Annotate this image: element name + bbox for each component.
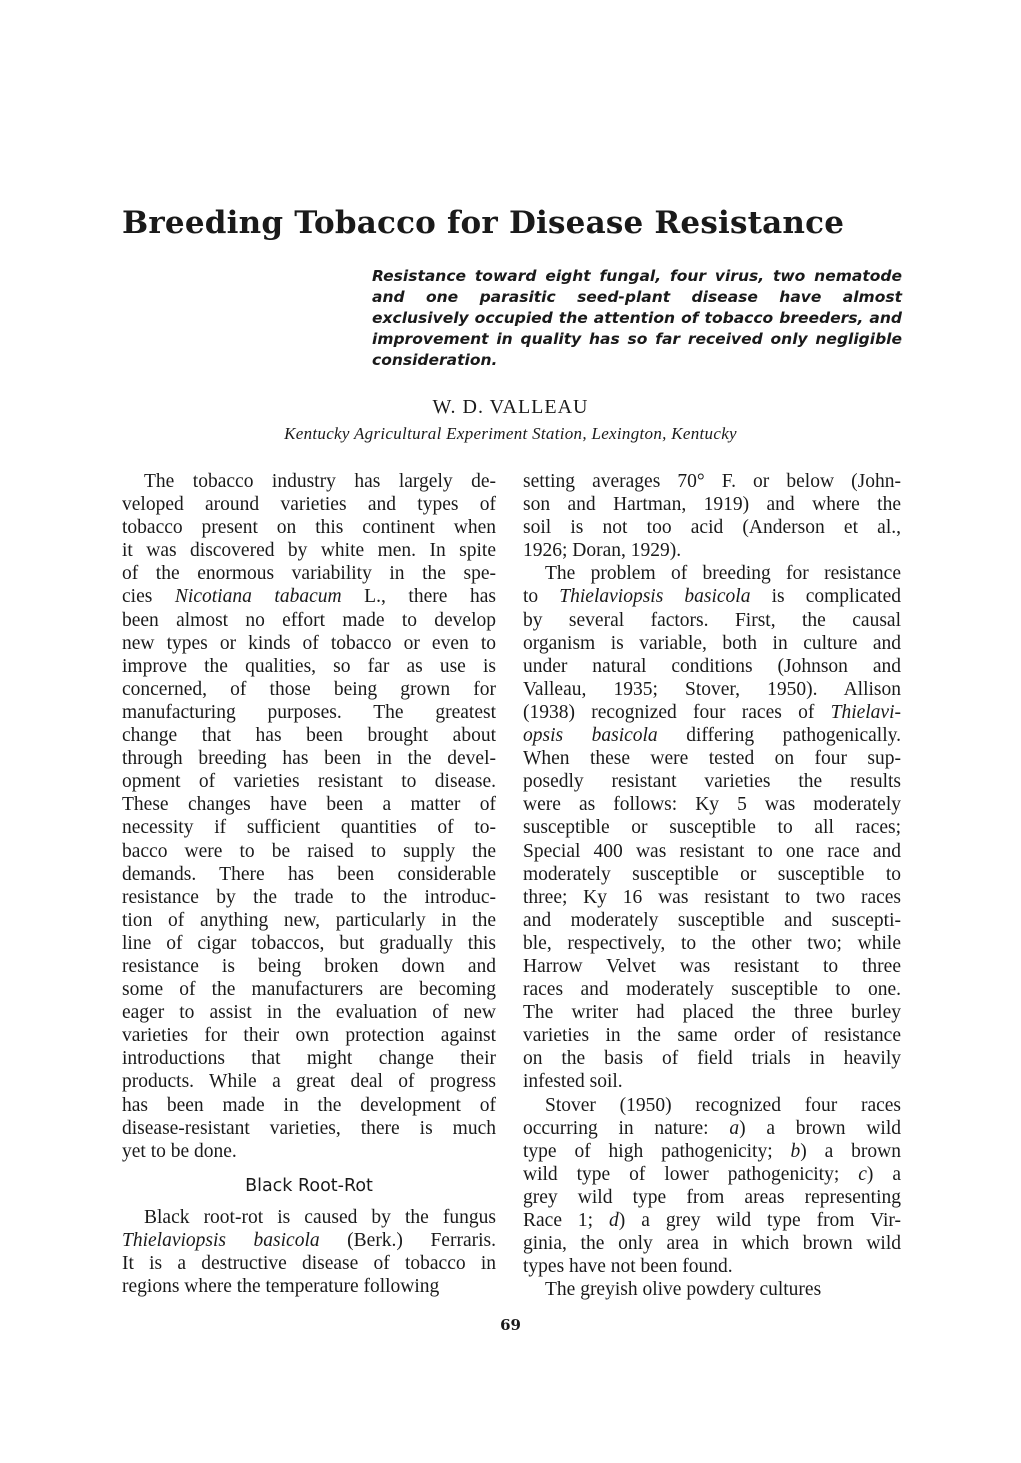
text-line: through breeding has been in the devel- [122,748,496,770]
black-root-rot-paragraph [122,1206,496,1298]
text-line: son and Hartman, 1919) and where the [523,494,901,516]
text-line: races and moderately susceptible to one. [523,979,901,1001]
text-line: soil is not too acid (Anderson et al., [523,517,901,539]
text-line: line of cigar tobaccos, but gradually this [122,932,496,954]
text-line: varieties in the same order of resistance [523,1025,901,1047]
text-line: bacco were to be raised to supply the [122,840,496,862]
section-heading-black-root-rot: Black Root-Rot [245,1175,373,1196]
text-line: of the enormous variability in the spe- [122,563,496,585]
text-line: and moderately susceptible and suscepti- [523,909,901,931]
intro-paragraph [122,470,496,1163]
text-line: The problem of breeding for resistance [545,563,901,585]
text-line: cies Nicotiana tabacum L., there has [122,586,496,608]
text-line: setting averages 70° F. or below (John- [523,471,901,492]
text-line: were as follows: Ky 5 was moderately [523,794,901,816]
text-line: three; Ky 16 was resistant to two races [523,886,901,908]
text-line: Thielaviopsis basicola (Berk.) Ferraris. [122,1230,496,1251]
text-line: veloped around varieties and types of [122,494,496,516]
text-line: Special 400 was resistant to one race and [523,840,901,862]
text-line: When these were tested on four sup- [523,748,901,770]
text-line: manufacturing purposes. The greatest [122,701,496,723]
text-line: Harrow Velvet was resistant to three [523,955,901,977]
text-line: been almost no effort made to develop [122,609,496,631]
text-line: susceptible or susceptible to all races; [523,817,901,839]
text-line: organism is variable, both in culture and [523,632,901,654]
author-affiliation: Kentucky Agricultural Experiment Station, Lexington, Kentucky [284,424,737,443]
text-line: varieties for their own protection against [122,1025,496,1047]
text-line: tobacco present on this continent when [122,517,496,539]
text-line: The writer had placed the three burley [523,1002,901,1024]
right-column [523,470,901,1301]
continued-paragraph [523,470,901,562]
text-line: necessity if sufficient quantities of to- [122,817,496,839]
text-line: introductions that might change their [122,1048,496,1070]
text-line: resistance by the trade to the introduc- [122,886,496,908]
text-line: new types or kinds of tobacco or even to [122,632,496,654]
text-line: type of high pathogenicity; b) a brown [523,1140,901,1162]
text-line: It is a destructive disease of tobacco in [122,1253,496,1275]
text-line: grey wild type from areas representing [523,1186,901,1208]
text-line: has been made in the development of [122,1094,496,1116]
text-line: opment of varieties resistant to disease. [122,771,496,793]
text-line: demands. There has been considerable [122,863,496,885]
text-line: opsis basicola differing pathogenically. [523,725,901,747]
text-line: occurring in nature: a) a brown wild [523,1117,901,1139]
stover-races-paragraph [523,1094,901,1279]
text-line: yet to be done. [122,1140,237,1162]
text-line: Black root-rot is caused by the fungus [144,1206,496,1228]
text-line: Stover (1950) recognized four races [545,1094,901,1116]
text-line: (1938) recognized four races of Thielavi- [523,701,901,723]
text-line: change that has been brought about [122,725,496,747]
article-title: Breeding Tobacco for Disease Resistance [122,205,845,241]
text-line: under natural conditions (Johnson and [523,655,901,677]
text-line: infested soil. [523,1071,623,1093]
text-line: concerned, of those being grown for [122,678,496,700]
text-line: wild type of lower pathogenicity; c) a [523,1163,901,1185]
breeding-problem-paragraph [523,562,901,1093]
text-line: on the basis of field trials in heavily [523,1048,901,1070]
text-line: improve the qualities, so far as use is [122,655,496,677]
text-line: eager to assist in the evaluation of new [122,1002,496,1024]
text-line: some of the manufacturers are becoming [122,979,496,1001]
text-line: posedly resistant varieties the results [523,771,901,793]
text-line: regions where the temperature following [122,1276,440,1298]
text-line: 1926; Doran, 1929). [523,540,682,562]
cultures-paragraph [523,1278,901,1301]
text-line: it was discovered by white men. In spite [122,540,496,562]
text-line: moderately susceptible or susceptible to [523,863,901,885]
page-number: 69 [500,1316,521,1334]
text-line: products. While a great deal of progress [122,1071,496,1093]
text-line: to Thielaviopsis basicola is complicated [523,586,901,608]
abstract: Resistance toward eight fungal, four virus, two nematode and one parasitic seed-plant disease have almost exclusively occupied the attention of tobacco breeders, and improvement in quality has so far received only negligible consideration. [372,267,902,369]
text-line: Race 1; d) a grey wild type from Vir- [523,1210,901,1231]
text-line: by several factors. First, the causal [523,609,901,631]
text-line: These changes have been a matter of [122,794,496,816]
text-line: ble, respectively, to the other two; while [523,932,901,954]
text-line: disease-resistant varieties, there is much [122,1117,496,1139]
text-line: tion of anything new, particularly in the [122,909,496,931]
author-name: W. D. VALLEAU [432,396,589,418]
text-line: types have not been found. [523,1256,733,1278]
text-line: The greyish olive powdery cultures [545,1279,822,1301]
text-line: resistance is being broken down and [122,955,496,977]
left-column [122,470,496,1298]
text-line: ginia, the only area in which brown wild [523,1233,901,1255]
text-line: The tobacco industry has largely de- [144,471,496,492]
text-line: Valleau, 1935; Stover, 1950). Allison [523,678,901,700]
